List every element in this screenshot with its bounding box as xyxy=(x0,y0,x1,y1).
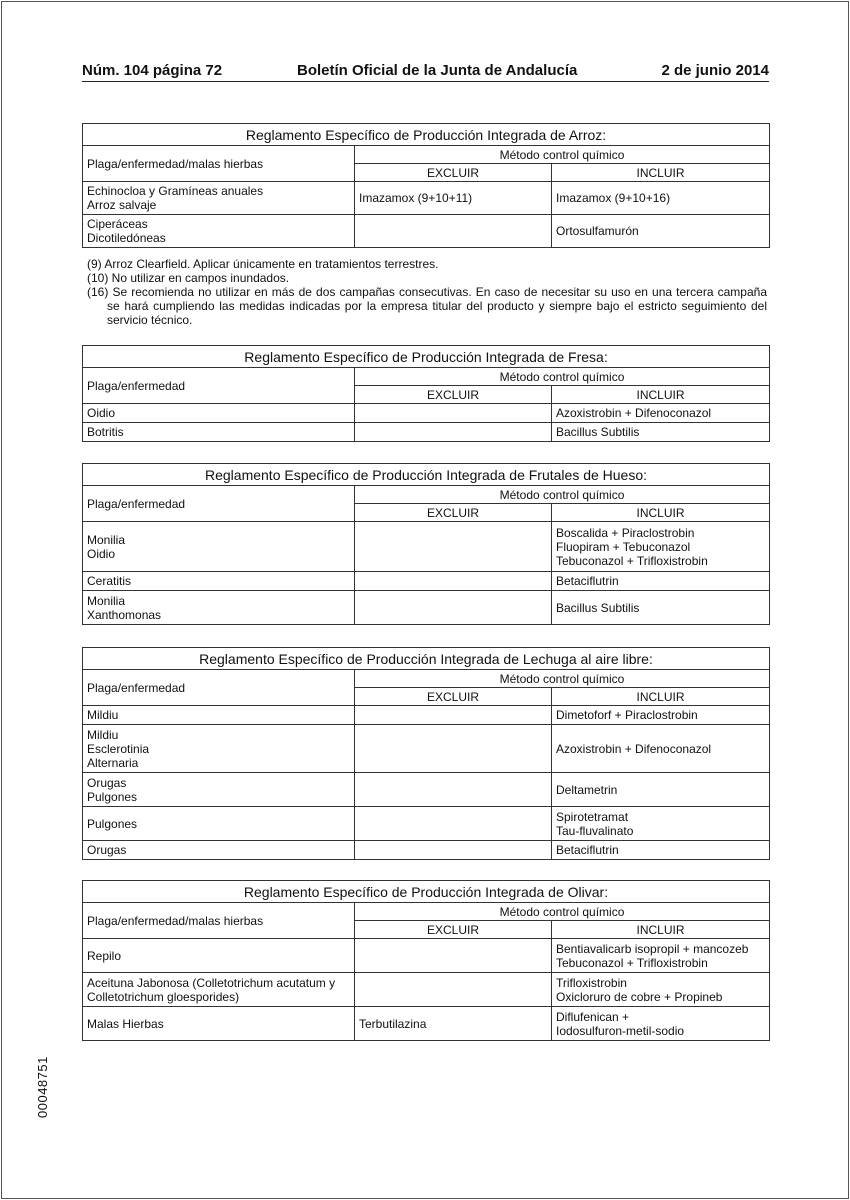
plaga-cell: Monilia Oidio xyxy=(87,532,126,561)
plaga-cell: Echinocloa y Gramíneas anuales Arroz salvaje xyxy=(87,184,264,212)
plaga-cell: Orugas Pulgones xyxy=(87,775,138,804)
header-rule xyxy=(82,81,769,82)
table-lechuga xyxy=(82,647,770,860)
col-plaga-header: Plaga/enfermedad/malas hierbas xyxy=(83,146,355,182)
table-row xyxy=(83,1007,770,1041)
incluir-cell: Bacillus Subtilis xyxy=(556,600,640,615)
plaga-cell: Ceratitis xyxy=(87,574,132,588)
col-plaga-header: Plaga/enfermedad/malas hierbas xyxy=(83,903,355,939)
table-row xyxy=(83,591,770,625)
page-header xyxy=(82,60,769,82)
incluir-header: INCLUIR xyxy=(552,688,770,706)
excluir-cell: Terbutilazina xyxy=(359,1016,427,1031)
incluir-header: INCLUIR xyxy=(552,164,770,182)
issue-page-number: Núm. 104 página 72 xyxy=(82,62,223,79)
plaga-cell: Repilo xyxy=(87,948,122,963)
footnote: (16) Se recomienda no utilizar en más de dos campañas consecutivas. En caso de necesitar su uso en una tercera campaña se hará cumpliendo las medidas indicadas por la empresa titular del producto y siempre bajo el estricto seguimiento del servicio técnico. xyxy=(87,285,767,327)
incluir-cell: Azoxistrobin + Difenoconazol xyxy=(556,406,712,420)
table-title: Reglamento Específico de Producción Integrada de Lechuga al aire libre: xyxy=(83,648,770,670)
table-frutales-hueso xyxy=(82,463,770,625)
incluir-cell: Imazamox (9+10+16) xyxy=(556,191,671,205)
incluir-cell: Betaciflutrin xyxy=(556,843,619,857)
table-title: Reglamento Específico de Producción Integrada de Fresa: xyxy=(83,346,770,368)
table-row xyxy=(83,973,770,1007)
table-row xyxy=(83,423,770,442)
footnote: (9) Arroz Clearfield. Aplicar únicamente en tratamientos terrestres. xyxy=(87,257,439,271)
table-fresa xyxy=(82,345,770,442)
incluir-cell: Dimetoforf + Piraclostrobin xyxy=(556,708,698,722)
table-row xyxy=(83,215,770,248)
table-row xyxy=(83,522,770,572)
plaga-cell: Monilia Xanthomonas xyxy=(87,593,162,622)
excluir-header: EXCLUIR xyxy=(355,386,552,404)
plaga-cell: Botritis xyxy=(87,425,124,439)
plaga-cell: Aceituna Jabonosa (Colletotrichum acutatum y Colletotrichum gloesporides) xyxy=(87,975,336,1004)
plaga-cell: Mildiu xyxy=(87,708,119,722)
method-header: Método control químico xyxy=(355,486,770,504)
publication-date: 2 de junio 2014 xyxy=(661,62,769,79)
table-arroz xyxy=(82,123,770,248)
incluir-cell: Betaciflutrin xyxy=(556,574,619,588)
col-plaga-header: Plaga/enfermedad xyxy=(83,670,355,706)
incluir-cell: Bentiavalicarb isopropil + mancozeb Tebuconazol + Trifloxistrobin xyxy=(556,941,749,970)
method-header: Método control químico xyxy=(355,903,770,921)
incluir-cell: Spirotetramat Tau-fluvalinato xyxy=(556,809,634,838)
table-row xyxy=(83,841,770,860)
plaga-cell: Oidio xyxy=(87,406,116,420)
incluir-cell: Bacillus Subtilis xyxy=(556,425,640,439)
incluir-header: INCLUIR xyxy=(552,386,770,404)
excluir-header: EXCLUIR xyxy=(355,688,552,706)
table-row xyxy=(83,773,770,807)
table-row xyxy=(83,706,770,725)
table-row xyxy=(83,404,770,423)
col-plaga-header: Plaga/enfermedad xyxy=(83,486,355,522)
method-header: Método control químico xyxy=(355,368,770,386)
table-row xyxy=(83,572,770,591)
excluir-header: EXCLUIR xyxy=(355,921,552,939)
excluir-header: EXCLUIR xyxy=(355,164,552,182)
plaga-cell: Ciperáceas Dicotiledóneas xyxy=(87,217,166,245)
table-title: Reglamento Específico de Producción Integrada de Olivar: xyxy=(83,881,770,903)
plaga-cell: Orugas xyxy=(87,843,127,857)
incluir-header: INCLUIR xyxy=(552,504,770,522)
incluir-cell: Ortosulfamurón xyxy=(556,224,639,238)
table-row xyxy=(83,182,770,215)
plaga-cell: Mildiu Esclerotinia Alternaria xyxy=(87,727,150,770)
incluir-cell: Azoxistrobin + Difenoconazol xyxy=(556,741,712,756)
footnotes xyxy=(87,257,767,327)
table-row xyxy=(83,725,770,773)
incluir-cell: Boscalida + Piraclostrobin Fluopiram + Tebuconazol Tebuconazol + Trifloxistrobin xyxy=(556,525,708,568)
method-header: Método control químico xyxy=(355,670,770,688)
footnote: (10) No utilizar en campos inundados. xyxy=(87,271,290,285)
incluir-cell: Trifloxistrobin Oxicloruro de cobre + Propineb xyxy=(556,975,723,1004)
table-olivar xyxy=(82,880,770,1041)
plaga-cell: Malas Hierbas xyxy=(87,1016,164,1031)
incluir-cell: Diflufenican + Iodosulfuron-metil-sodio xyxy=(556,1009,685,1038)
incluir-header: INCLUIR xyxy=(552,921,770,939)
plaga-cell: Pulgones xyxy=(87,816,138,831)
table-row xyxy=(83,939,770,973)
table-title: Reglamento Específico de Producción Integrada de Arroz: xyxy=(83,124,770,146)
document-code: 00048751 xyxy=(35,1056,50,1118)
col-plaga-header: Plaga/enfermedad xyxy=(83,368,355,404)
incluir-cell: Deltametrin xyxy=(556,782,618,797)
table-row xyxy=(83,807,770,841)
table-title: Reglamento Específico de Producción Integrada de Frutales de Hueso: xyxy=(83,464,770,486)
method-header: Método control químico xyxy=(355,146,770,164)
excluir-header: EXCLUIR xyxy=(355,504,552,522)
publication-title: Boletín Oficial de la Junta de Andalucía xyxy=(297,62,578,79)
excluir-cell: Imazamox (9+10+11) xyxy=(359,191,473,205)
